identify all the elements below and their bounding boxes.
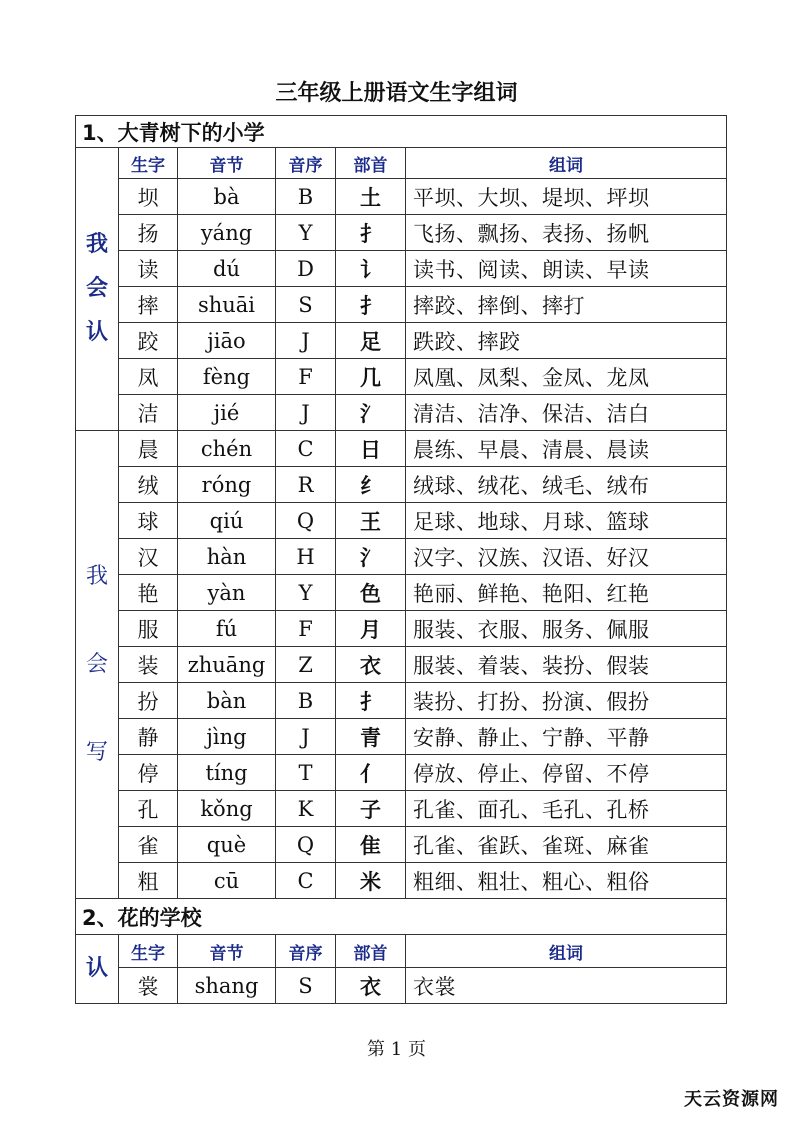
initial-cell: K <box>276 791 336 827</box>
pinyin-cell: jìng <box>178 719 276 755</box>
pinyin-cell: hàn <box>178 539 276 575</box>
radical-cell: 月 <box>336 611 406 647</box>
radical-cell: 青 <box>336 719 406 755</box>
column-header-row <box>76 148 727 179</box>
pinyin-cell: fèng <box>178 359 276 395</box>
words-cell: 装扮、打扮、扮演、假扮 <box>406 683 727 719</box>
radical-cell: 几 <box>336 359 406 395</box>
words-cell: 孔雀、面孔、毛孔、孔桥 <box>406 791 727 827</box>
pinyin-cell: yáng <box>178 215 276 251</box>
lesson-2-table <box>75 898 727 1004</box>
table-row <box>76 503 727 539</box>
lesson-heading: 1、大青树下的小学 <box>76 116 727 148</box>
char-cell: 晨 <box>119 431 178 467</box>
table-row <box>76 791 727 827</box>
initial-cell: R <box>276 467 336 503</box>
radical-cell: 讠 <box>336 251 406 287</box>
words-cell: 足球、地球、月球、篮球 <box>406 503 727 539</box>
pinyin-cell: bà <box>178 179 276 215</box>
table-row <box>76 575 727 611</box>
initial-cell: J <box>276 395 336 431</box>
radical-cell: 扌 <box>336 287 406 323</box>
char-cell: 扮 <box>119 683 178 719</box>
char-cell: 扬 <box>119 215 178 251</box>
header-words: 组词 <box>406 935 727 968</box>
initial-cell: J <box>276 323 336 359</box>
radical-cell: 衣 <box>336 968 406 1004</box>
table-row <box>76 863 727 899</box>
group-cell <box>76 148 119 431</box>
initial-cell: T <box>276 755 336 791</box>
char-cell: 裳 <box>119 968 178 1004</box>
char-cell: 坝 <box>119 179 178 215</box>
table-row <box>76 179 727 215</box>
table-row <box>76 251 727 287</box>
table-row <box>76 719 727 755</box>
group-cell <box>76 431 119 899</box>
words-cell: 跌跤、摔跤 <box>406 323 727 359</box>
table-row <box>76 395 727 431</box>
words-cell: 读书、阅读、朗读、早读 <box>406 251 727 287</box>
char-cell: 球 <box>119 503 178 539</box>
words-cell: 摔跤、摔倒、摔打 <box>406 287 727 323</box>
char-cell: 雀 <box>119 827 178 863</box>
pinyin-cell: què <box>178 827 276 863</box>
table-row <box>76 359 727 395</box>
header-char: 生字 <box>119 148 178 179</box>
group-cell <box>76 935 119 1004</box>
words-cell: 衣裳 <box>406 968 727 1004</box>
group-label: 认 <box>85 956 108 981</box>
words-cell: 平坝、大坝、堤坝、坪坝 <box>406 179 727 215</box>
header-char: 生字 <box>119 935 178 968</box>
pinyin-cell: dú <box>178 251 276 287</box>
words-cell: 绒球、绒花、绒毛、绒布 <box>406 467 727 503</box>
table-row <box>76 215 727 251</box>
table-row <box>76 968 727 1004</box>
char-cell: 粗 <box>119 863 178 899</box>
table-row <box>76 467 727 503</box>
lesson-heading: 2、花的学校 <box>76 899 727 935</box>
words-cell: 服装、着装、装扮、假装 <box>406 647 727 683</box>
table-row <box>76 827 727 863</box>
words-cell: 安静、静止、宁静、平静 <box>406 719 727 755</box>
pinyin-cell: cū <box>178 863 276 899</box>
initial-cell: Y <box>276 575 336 611</box>
radical-cell: 扌 <box>336 683 406 719</box>
initial-cell: J <box>276 719 336 755</box>
words-cell: 飞扬、飘扬、表扬、扬帆 <box>406 215 727 251</box>
table-row <box>76 755 727 791</box>
initial-cell: H <box>276 539 336 575</box>
header-radical: 部首 <box>336 935 406 968</box>
initial-cell: S <box>276 287 336 323</box>
char-cell: 停 <box>119 755 178 791</box>
char-cell: 绒 <box>119 467 178 503</box>
table-row <box>76 683 727 719</box>
radical-cell: 扌 <box>336 215 406 251</box>
table-row <box>76 287 727 323</box>
char-cell: 艳 <box>119 575 178 611</box>
words-cell: 晨练、早晨、清晨、晨读 <box>406 431 727 467</box>
char-cell: 服 <box>119 611 178 647</box>
pinyin-cell: shuāi <box>178 287 276 323</box>
initial-cell: B <box>276 179 336 215</box>
words-cell: 艳丽、鲜艳、艳阳、红艳 <box>406 575 727 611</box>
initial-cell: C <box>276 863 336 899</box>
initial-cell: D <box>276 251 336 287</box>
initial-cell: F <box>276 611 336 647</box>
header-initial: 音序 <box>276 148 336 179</box>
radical-cell: 足 <box>336 323 406 359</box>
pinyin-cell: jiāo <box>178 323 276 359</box>
initial-cell: Y <box>276 215 336 251</box>
table-row <box>76 611 727 647</box>
radical-cell: 王 <box>336 503 406 539</box>
char-cell: 孔 <box>119 791 178 827</box>
watermark: 天云资源网 <box>684 1089 779 1110</box>
pinyin-cell: fú <box>178 611 276 647</box>
initial-cell: Z <box>276 647 336 683</box>
table-row <box>76 431 727 467</box>
pinyin-cell: shang <box>178 968 276 1004</box>
words-cell: 汉字、汉族、汉语、好汉 <box>406 539 727 575</box>
words-cell: 停放、停止、停留、不停 <box>406 755 727 791</box>
radical-cell: 氵 <box>336 395 406 431</box>
pinyin-cell: kǒng <box>178 791 276 827</box>
pinyin-cell: róng <box>178 467 276 503</box>
pinyin-cell: chén <box>178 431 276 467</box>
page-number: 第 1 页 <box>367 1039 426 1060</box>
char-cell: 跤 <box>119 323 178 359</box>
initial-cell: Q <box>276 503 336 539</box>
pinyin-cell: bàn <box>178 683 276 719</box>
char-cell: 摔 <box>119 287 178 323</box>
header-words: 组词 <box>406 148 727 179</box>
radical-cell: 土 <box>336 179 406 215</box>
header-initial: 音序 <box>276 935 336 968</box>
group-label: 我会写 <box>85 563 108 765</box>
radical-cell: 衣 <box>336 647 406 683</box>
column-header-row <box>76 935 727 968</box>
table-row <box>76 323 727 359</box>
words-cell: 粗细、粗壮、粗心、粗俗 <box>406 863 727 899</box>
words-cell: 凤凰、凤梨、金凤、龙凤 <box>406 359 727 395</box>
initial-cell: F <box>276 359 336 395</box>
initial-cell: S <box>276 968 336 1004</box>
header-pinyin: 音节 <box>178 935 276 968</box>
initial-cell: C <box>276 431 336 467</box>
radical-cell: 纟 <box>336 467 406 503</box>
radical-cell: 隹 <box>336 827 406 863</box>
radical-cell: 亻 <box>336 755 406 791</box>
char-cell: 洁 <box>119 395 178 431</box>
char-cell: 读 <box>119 251 178 287</box>
char-cell: 静 <box>119 719 178 755</box>
char-cell: 装 <box>119 647 178 683</box>
radical-cell: 子 <box>336 791 406 827</box>
pinyin-cell: zhuāng <box>178 647 276 683</box>
radical-cell: 氵 <box>336 539 406 575</box>
radical-cell: 米 <box>336 863 406 899</box>
pinyin-cell: qiú <box>178 503 276 539</box>
page-title: 三年级上册语文生字组词 <box>275 81 518 106</box>
words-cell: 孔雀、雀跃、雀斑、麻雀 <box>406 827 727 863</box>
char-cell: 凤 <box>119 359 178 395</box>
pinyin-cell: jié <box>178 395 276 431</box>
pinyin-cell: yàn <box>178 575 276 611</box>
radical-cell: 日 <box>336 431 406 467</box>
pinyin-cell: tíng <box>178 755 276 791</box>
initial-cell: B <box>276 683 336 719</box>
radical-cell: 色 <box>336 575 406 611</box>
char-cell: 汉 <box>119 539 178 575</box>
header-radical: 部首 <box>336 148 406 179</box>
words-cell: 清洁、洁净、保洁、洁白 <box>406 395 727 431</box>
lesson-1-table <box>75 115 727 899</box>
table-row <box>76 539 727 575</box>
header-pinyin: 音节 <box>178 148 276 179</box>
group-label: 我会认 <box>85 232 108 345</box>
words-cell: 服装、衣服、服务、佩服 <box>406 611 727 647</box>
initial-cell: Q <box>276 827 336 863</box>
table-row <box>76 647 727 683</box>
